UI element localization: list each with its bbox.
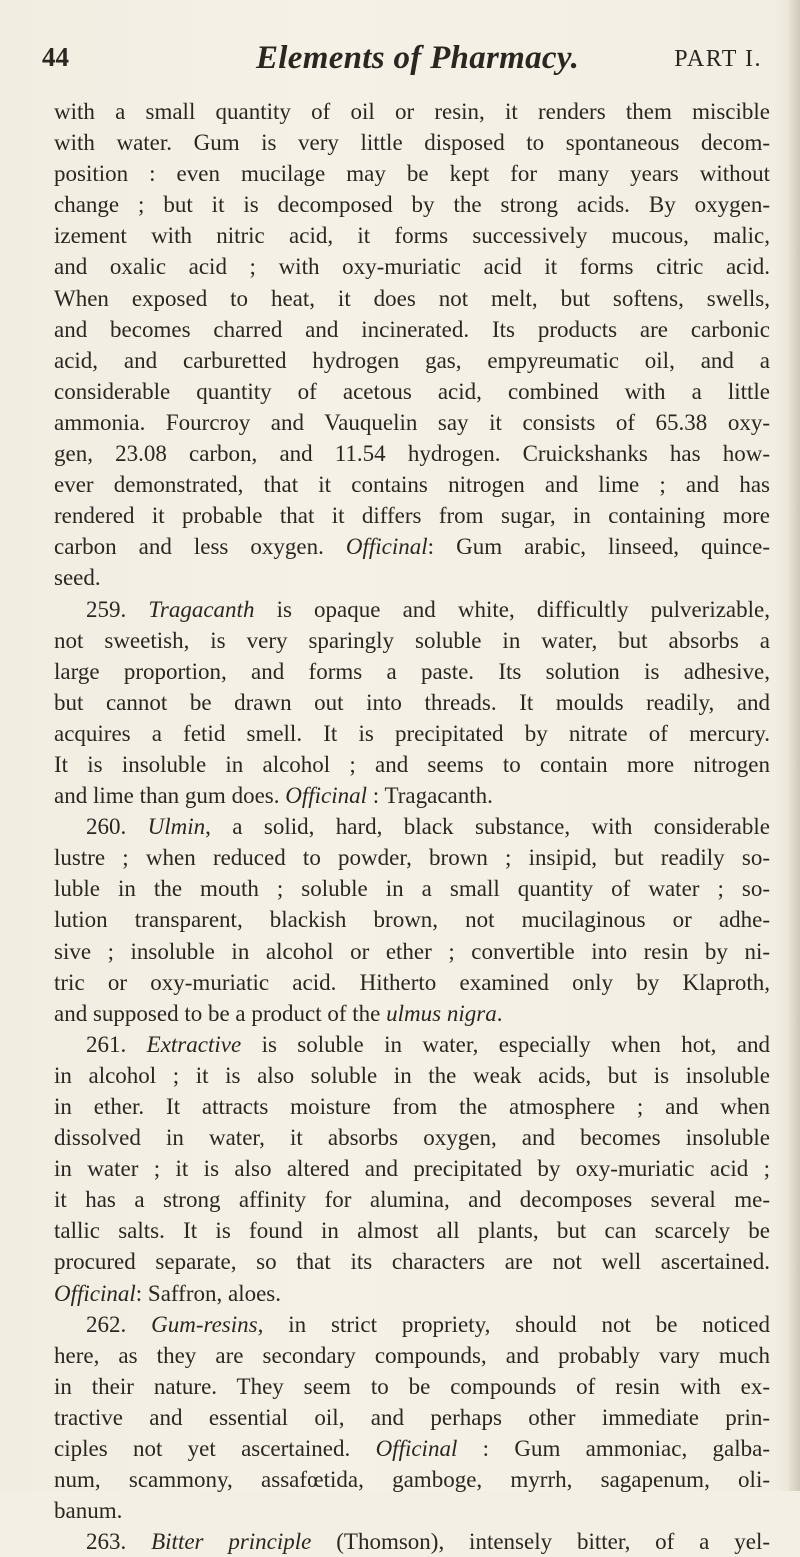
italic-term: Tragacanth [148, 596, 255, 622]
text-run: ciples not yet ascertained. [54, 1436, 376, 1462]
text-line [54, 656, 770, 687]
text-line [54, 625, 770, 656]
text-run: acquires a fetid smell. It is precipitated by nitrate of mercury. [54, 720, 770, 746]
italic-term: Officinal [345, 534, 428, 560]
text-run: tric or oxy-muriatic acid. Hitherto examined only by Klaproth, [54, 969, 770, 995]
text-line [54, 314, 770, 345]
italic-term: Gum-resins [151, 1311, 258, 1337]
text-line [54, 842, 770, 873]
text-run: tractive and essential oil, and perhaps other immediate prin- [54, 1404, 770, 1430]
text-run: : Gum ammoniac, galba- [457, 1436, 770, 1462]
part-label: PART I. [674, 46, 762, 72]
text-line [54, 438, 770, 469]
text-run: and lime than gum does. [54, 783, 286, 809]
text-line [54, 1246, 770, 1277]
text-line [54, 1495, 770, 1526]
text-line [54, 96, 770, 127]
text-run: considerable quantity of acetous acid, combined with a little [54, 378, 770, 404]
text-line [54, 1122, 770, 1153]
text-run: gen, 23.08 carbon, and 11.54 hydrogen. Cruickshanks has how- [54, 441, 770, 467]
text-run: with a small quantity of oil or resin, it renders them miscible [54, 99, 770, 124]
text-line [54, 283, 770, 314]
text-run: but cannot be drawn out into threads. It moulds readily, and [54, 689, 770, 715]
text-line [54, 873, 770, 904]
text-run: procured separate, so that its characters are not well ascertained. [54, 1249, 770, 1275]
text-run: is opaque and white, difficultly pulverizable, [254, 596, 770, 622]
text-run: seed. [54, 565, 101, 591]
text-run: banum. [54, 1498, 123, 1524]
page-edge [788, 0, 800, 1491]
text-line [54, 780, 770, 811]
text-line [54, 1371, 770, 1402]
text-run: 263. [86, 1529, 152, 1555]
text-run: 261. [86, 1031, 147, 1057]
text-line [54, 718, 770, 749]
text-line [54, 1184, 770, 1215]
text-run: dissolved in water, it absorbs oxygen, and becomes insoluble [54, 1125, 770, 1151]
text-line [54, 749, 770, 780]
text-line [54, 500, 770, 531]
text-run: in alcohol ; it is also soluble in the weak acids, but is insoluble [54, 1062, 770, 1088]
text-line [54, 967, 770, 998]
text-line [54, 189, 770, 220]
text-line [54, 1402, 770, 1433]
italic-term: Officinal [285, 783, 368, 809]
text-line [54, 407, 770, 438]
text-run: 262. [86, 1311, 152, 1337]
text-run: : Saffron, aloes. [135, 1280, 281, 1306]
text-line [54, 376, 770, 407]
italic-term: Bitter principle [151, 1529, 312, 1555]
text-line [54, 127, 770, 158]
text-run: with water. Gum is very little disposed to spontaneous decom- [54, 130, 770, 156]
italic-term: Officinal [54, 1280, 136, 1306]
body-text [54, 96, 770, 1557]
text-run: lustre ; when reduced to powder, brown ; insipid, but readily so- [54, 845, 770, 871]
text-line [54, 531, 770, 562]
text-run: 259. [86, 596, 149, 622]
text-run: ammonia. Fourcroy and Vauquelin say it consists of 65.38 oxy- [54, 409, 770, 435]
text-run: rendered it probable that it differs from sugar, in containing more [54, 503, 770, 529]
text-run: luble in the mouth ; soluble in a small quantity of water ; so- [54, 876, 770, 902]
text-line [54, 1309, 770, 1340]
text-line [54, 1340, 770, 1371]
italic-term: Officinal [375, 1436, 458, 1462]
text-run: carbon and less oxygen. [54, 534, 346, 560]
text-line [54, 562, 770, 593]
text-line [54, 1153, 770, 1184]
text-run: and becomes charred and incinerated. Its products are carbonic [54, 316, 770, 342]
text-line [54, 687, 770, 718]
text-run: not sweetish, is very sparingly soluble in water, but absorbs a [54, 627, 770, 653]
text-run: 260. [86, 814, 148, 840]
text-run: (Thomson), intensely bitter, of a yel- [311, 1529, 771, 1555]
text-run: in water ; it is also altered and precipitated by oxy-muriatic acid ; [54, 1156, 770, 1182]
text-run: and supposed to be a product of the [54, 1000, 387, 1026]
text-run: tallic salts. It is found in almost all plants, but can scarcely be [54, 1218, 770, 1244]
text-run: change ; but it is decomposed by the strong acids. By oxygen- [54, 192, 770, 218]
text-line [54, 345, 770, 376]
text-run: acid, and carburetted hydrogen gas, empyreumatic oil, and a [54, 347, 770, 373]
text-run: . [496, 1000, 503, 1026]
text-line [54, 1029, 770, 1060]
text-run: num, scammony, assafœtida, gamboge, myrrh, sagapenum, oli- [54, 1467, 770, 1493]
text-line [54, 1091, 770, 1122]
text-run: and oxalic acid ; with oxy-muriatic acid it forms citric acid. [54, 254, 770, 280]
text-run: is soluble in water, especially when hot, and [241, 1031, 771, 1057]
text-line [54, 220, 770, 251]
text-run: here, as they are secondary compounds, and probably vary much [54, 1342, 770, 1368]
text-run: : Gum arabic, linseed, quince- [427, 534, 770, 560]
text-run: , in strict propriety, should not be noticed [257, 1311, 770, 1337]
text-line [54, 469, 770, 500]
text-line [54, 811, 770, 842]
text-run: ever demonstrated, that it contains nitrogen and lime ; and has [54, 472, 770, 498]
text-run: large proportion, and forms a paste. Its solution is adhesive, [54, 658, 770, 684]
text-line [54, 158, 770, 189]
text-line [54, 1060, 770, 1091]
text-run: position : even mucilage may be kept for many years without [54, 161, 770, 187]
text-run: in their nature. They seem to be compounds of resin with ex- [54, 1373, 770, 1399]
running-header [42, 42, 762, 86]
text-run: lution transparent, blackish brown, not mucilaginous or adhe- [54, 907, 770, 933]
text-run: When exposed to heat, it does not melt, but softens, swells, [54, 285, 770, 311]
text-line [54, 936, 770, 967]
text-line [54, 1526, 770, 1557]
italic-term: Ulmin [147, 814, 206, 840]
text-line [54, 904, 770, 935]
text-run: izement with nitric acid, it forms successively mucous, malic, [54, 223, 770, 249]
text-run: it has a strong affinity for alumina, and decomposes several me- [54, 1187, 770, 1213]
italic-term: ulmus nigra [386, 1000, 497, 1026]
text-run: , a solid, hard, black substance, with considerable [205, 814, 770, 840]
text-run: It is insoluble in alcohol ; and seems to contain more nitrogen [54, 751, 770, 777]
running-title: Elements of Pharmacy. [256, 40, 580, 76]
text-run: sive ; insoluble in alcohol or ether ; convertible into resin by ni- [54, 938, 770, 964]
text-line [54, 1433, 770, 1464]
text-line [54, 251, 770, 282]
italic-term: Extractive [146, 1031, 242, 1057]
text-line [54, 1215, 770, 1246]
text-line [54, 998, 770, 1029]
text-run: in ether. It attracts moisture from the atmosphere ; and when [54, 1094, 770, 1119]
text-line [54, 1278, 770, 1309]
page-number: 44 [42, 42, 69, 72]
text-line [54, 594, 770, 625]
text-run: : Tragacanth. [367, 783, 493, 809]
